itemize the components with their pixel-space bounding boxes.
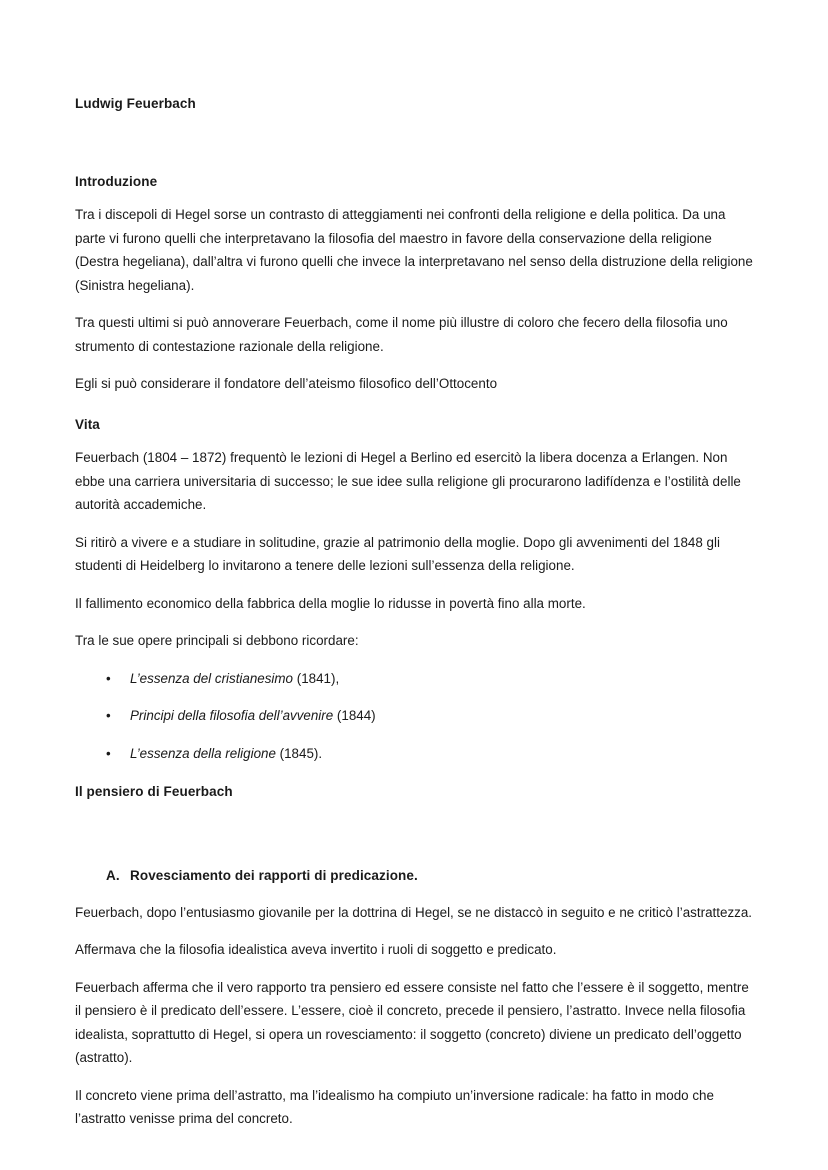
document-title: Ludwig Feuerbach (75, 96, 196, 111)
bullet-icon: • (106, 745, 111, 761)
paragraph-a-1: Feuerbach, dopo l’entusiasmo giovanile per la dottrina di Hegel, se ne distaccò in seguito e ne criticò l’astrattezza. (75, 904, 753, 920)
work-title: Principi della filosofia dell’avvenire (130, 708, 334, 724)
heading-introduzione: Introduzione (75, 173, 158, 189)
list-item (75, 704, 753, 728)
paragraph-intro-3: Egli si può considerare il fondatore dell’ateismo filosofico dell’Ottocento (75, 376, 498, 392)
work-year: (1841), (293, 670, 340, 686)
paragraph-a-3: Feuerbach afferma che il vero rapporto tra pensiero ed essere consiste nel fatto che l’essere è il soggetto, mentre il pensiero è il predicato dell’essere. L’essere, cioè il concreto, precede il pensiero, l’astratto. Invece nella filosofia idealista, soprattutto di Hegel, si opera un rovesciamento: il soggetto (concreto) diviene un predicato dell’oggetto (astratto). (75, 979, 749, 1066)
list-item (75, 742, 753, 766)
paragraph-vita-3: Il fallimento economico della fabbrica della moglie lo ridusse in povertà fino alla morte. (75, 595, 586, 611)
heading-subsection-a (75, 867, 753, 885)
subsection-heading-label: Rovesciamento dei rapporti di predicazione. (130, 868, 418, 884)
bullet-icon: • (106, 670, 111, 686)
paragraph-intro-2: Tra questi ultimi si può annoverare Feuerbach, come il nome più illustre di coloro che fecero della filosofia uno strumento di contestazione razionale della religione. (75, 315, 728, 354)
work-year: (1845). (275, 745, 323, 761)
section-spacer (75, 801, 753, 867)
heading-pensiero: Il pensiero di Feuerbach (75, 784, 233, 800)
paragraph-a-4: Il concreto viene prima dell’astratto, ma l’idealismo ha compiuto un’inversione radicale: ha fatto in modo che l’astratto venisse prima del concreto. (75, 1087, 714, 1127)
paragraph-vita-2: Si ritirò a vivere e a studiare in solitudine, grazie al patrimonio della moglie. Dopo gli avvenimenti del 1848 gli studenti di Heidelberg lo invitarono a tenere delle lezioni sull’essenza della religione. (75, 534, 720, 574)
paragraph-vita-4: Tra le sue opere principali si debbono ricordare: (75, 633, 359, 649)
heading-vita: Vita (75, 416, 100, 432)
work-title: L’essenza del cristianesimo (130, 670, 294, 686)
title-spacer (75, 113, 753, 173)
list-item (75, 667, 753, 691)
work-title: L’essenza della religione (130, 745, 276, 761)
bullet-icon: • (106, 708, 111, 724)
subsection-letter: A. (106, 868, 120, 884)
paragraph-intro-1: Tra i discepoli di Hegel sorse un contrasto di atteggiamenti nei confronti della religione e della politica. Da una parte vi furono quelli che interpretavano la filosofia del maestro in favore della conservazione della religione (Destra hegeliana), dall’altra vi furono quelli che invece la interpretavano nel senso della distruzione della religione (Sinistra hegeliana). (75, 207, 753, 293)
paragraph-vita-1: Feuerbach (1804 – 1872) frequentò le lezioni di Hegel a Berlino ed esercitò la libera docenza a Erlangen. Non ebbe una carriera universitaria di successo; le sue idee sulla religione gli procurarono ladifídenza e l’ostilità delle autorità accademiche. (75, 450, 741, 513)
works-list (75, 667, 753, 766)
document-content (75, 96, 753, 1131)
work-year: (1844) (333, 708, 376, 724)
paragraph-a-2: Affermava che la filosofia idealistica aveva invertito i ruoli di soggetto e predicato. (75, 942, 557, 958)
